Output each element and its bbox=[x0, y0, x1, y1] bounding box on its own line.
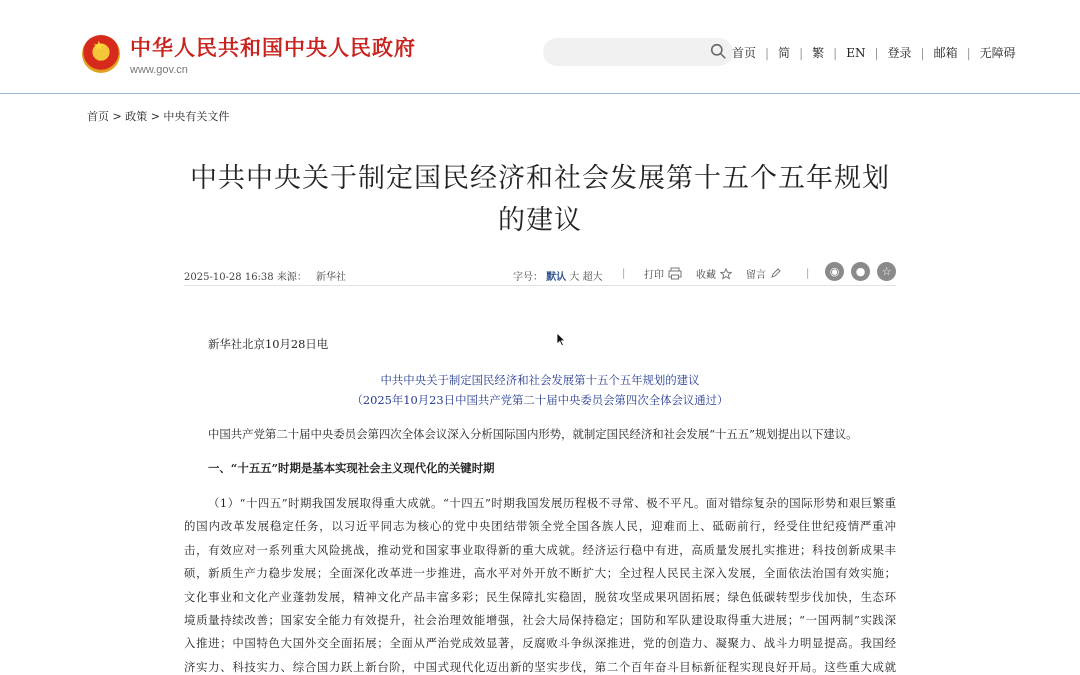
star-icon[interactable]: ☆ bbox=[877, 262, 896, 281]
paragraph-line: 硕，新质生产力稳步发展；全面深化改革进一步推进，高水平对外开放不断扩大；全过程人民民主深入发展，全面依法治国有效实施； bbox=[184, 566, 896, 581]
search-icon[interactable] bbox=[710, 43, 727, 60]
document-title-subtitle: （2025年10月23日中国共产党第二十届中央委员会第四次全体会议通过） bbox=[351, 393, 729, 407]
top-nav: 首页 | 简 | 繁 | EN | 登录 | 邮箱 | 无障碍 bbox=[732, 45, 1016, 60]
article-meta bbox=[184, 268, 346, 283]
divider: | bbox=[622, 268, 626, 279]
favorite-button[interactable] bbox=[696, 266, 732, 281]
paragraph-line: 济实力、科技实力、综合国力跃上新台阶，中国式现代化迈出新的坚实步伐，第二个百年奋斗目标新征程实现良好开局。这些重大成就 bbox=[184, 659, 896, 674]
nav-home[interactable]: 首页 bbox=[732, 46, 757, 60]
article-title-line-1: 中共中央关于制定国民经济和社会发展第十五个五年规划 bbox=[190, 163, 890, 194]
paragraph-line: 文化事业和文化产业蓬勃发展，精神文化产品丰富多彩；民生保障扎实稳固，脱贫攻坚成果巩固拓展；绿色低碳转型步伐加快，生态环 bbox=[184, 589, 896, 604]
paragraph bbox=[184, 492, 896, 675]
article-title bbox=[180, 158, 900, 242]
paragraph-line: 击，有效应对一系列重大风险挑战，推动党和国家事业取得新的重大成就。经济运行稳中有进，高质量发展扎实推进；科技创新成果丰 bbox=[184, 542, 896, 557]
national-emblem-icon bbox=[82, 35, 120, 73]
nav-mail[interactable]: 邮箱 bbox=[933, 46, 958, 60]
article-meta-bar bbox=[184, 260, 896, 286]
source-label: 来源： bbox=[276, 272, 307, 283]
article-tools bbox=[644, 266, 795, 281]
nav-traditional[interactable]: 繁 bbox=[812, 46, 825, 60]
favorite-label: 收藏 bbox=[696, 270, 716, 281]
font-size-large[interactable]: 大 bbox=[569, 272, 580, 283]
source-value: 新华社 bbox=[316, 272, 347, 283]
comment-label: 留言 bbox=[746, 270, 766, 281]
search-input[interactable] bbox=[543, 38, 733, 66]
mouse-cursor-icon bbox=[556, 332, 566, 347]
font-size-switcher bbox=[513, 268, 603, 283]
site-header bbox=[0, 0, 1080, 94]
breadcrumb[interactable]: 首页 > 政策 > 中央有关文件 bbox=[87, 110, 230, 123]
printer-icon bbox=[668, 267, 682, 280]
font-size-xlarge[interactable]: 超大 bbox=[582, 272, 603, 283]
print-button[interactable] bbox=[644, 266, 682, 281]
site-name: 中华人民共和国中央人民政府 bbox=[130, 36, 416, 60]
comment-button[interactable] bbox=[746, 266, 781, 281]
star-outline-icon bbox=[720, 268, 732, 280]
font-size-default[interactable]: 默认 bbox=[546, 272, 567, 283]
intro-paragraph: 中国共产党第二十届中央委员会第四次全体会议深入分析国际国内形势，就制定国民经济和社会发展“十五五”规划提出以下建议。 bbox=[208, 427, 858, 441]
print-label: 打印 bbox=[644, 270, 664, 281]
nav-english[interactable]: EN bbox=[846, 45, 866, 60]
paragraph-line: 境质量持续改善；国家安全能力有效提升，社会治理效能增强，社会大局保持稳定；国防和军队建设取得重大进展；“一国两制”实践深 bbox=[184, 613, 896, 628]
nav-simplified[interactable]: 简 bbox=[778, 46, 791, 60]
article-title-line-2: 的建议 bbox=[498, 205, 582, 236]
font-size-label: 字号： bbox=[513, 272, 543, 283]
weibo-icon[interactable]: ◉ bbox=[825, 262, 844, 281]
wechat-icon[interactable]: ● bbox=[851, 262, 870, 281]
publish-datetime: 2025-10-28 16:38 bbox=[184, 272, 274, 283]
paragraph-line: 入推进；中国特色大国外交全面拓展；全面从严治党成效显著，反腐败斗争纵深推进，党的创造力、凝聚力、战斗力明显提高。我国经 bbox=[184, 636, 896, 651]
dateline: 新华社北京10月28日电 bbox=[208, 337, 329, 351]
site-url: www.gov.cn bbox=[130, 64, 188, 76]
site-logo[interactable] bbox=[82, 32, 416, 76]
divider: | bbox=[806, 268, 810, 279]
document-title bbox=[184, 370, 896, 410]
nav-login[interactable]: 登录 bbox=[887, 46, 912, 60]
paragraph-line: 的国内改革发展稳定任务，以习近平同志为核心的党中央团结带领全党全国各族人民，迎难而上、砥砺前行，经受住世纪疫情严重冲 bbox=[184, 519, 896, 534]
pencil-icon bbox=[770, 268, 781, 279]
nav-accessibility[interactable]: 无障碍 bbox=[979, 46, 1016, 60]
share-buttons bbox=[818, 262, 896, 281]
paragraph-line: （1）“十四五”时期我国发展取得重大成就。“十四五”时期我国发展历程极不寻常、极不平凡。面对错综复杂的国际形势和艰巨繁重 bbox=[208, 496, 896, 510]
section-heading: 一、“十五五”时期是基本实现社会主义现代化的关键时期 bbox=[208, 461, 495, 475]
document-title-main: 中共中央关于制定国民经济和社会发展第十五个五年规划的建议 bbox=[380, 373, 700, 387]
